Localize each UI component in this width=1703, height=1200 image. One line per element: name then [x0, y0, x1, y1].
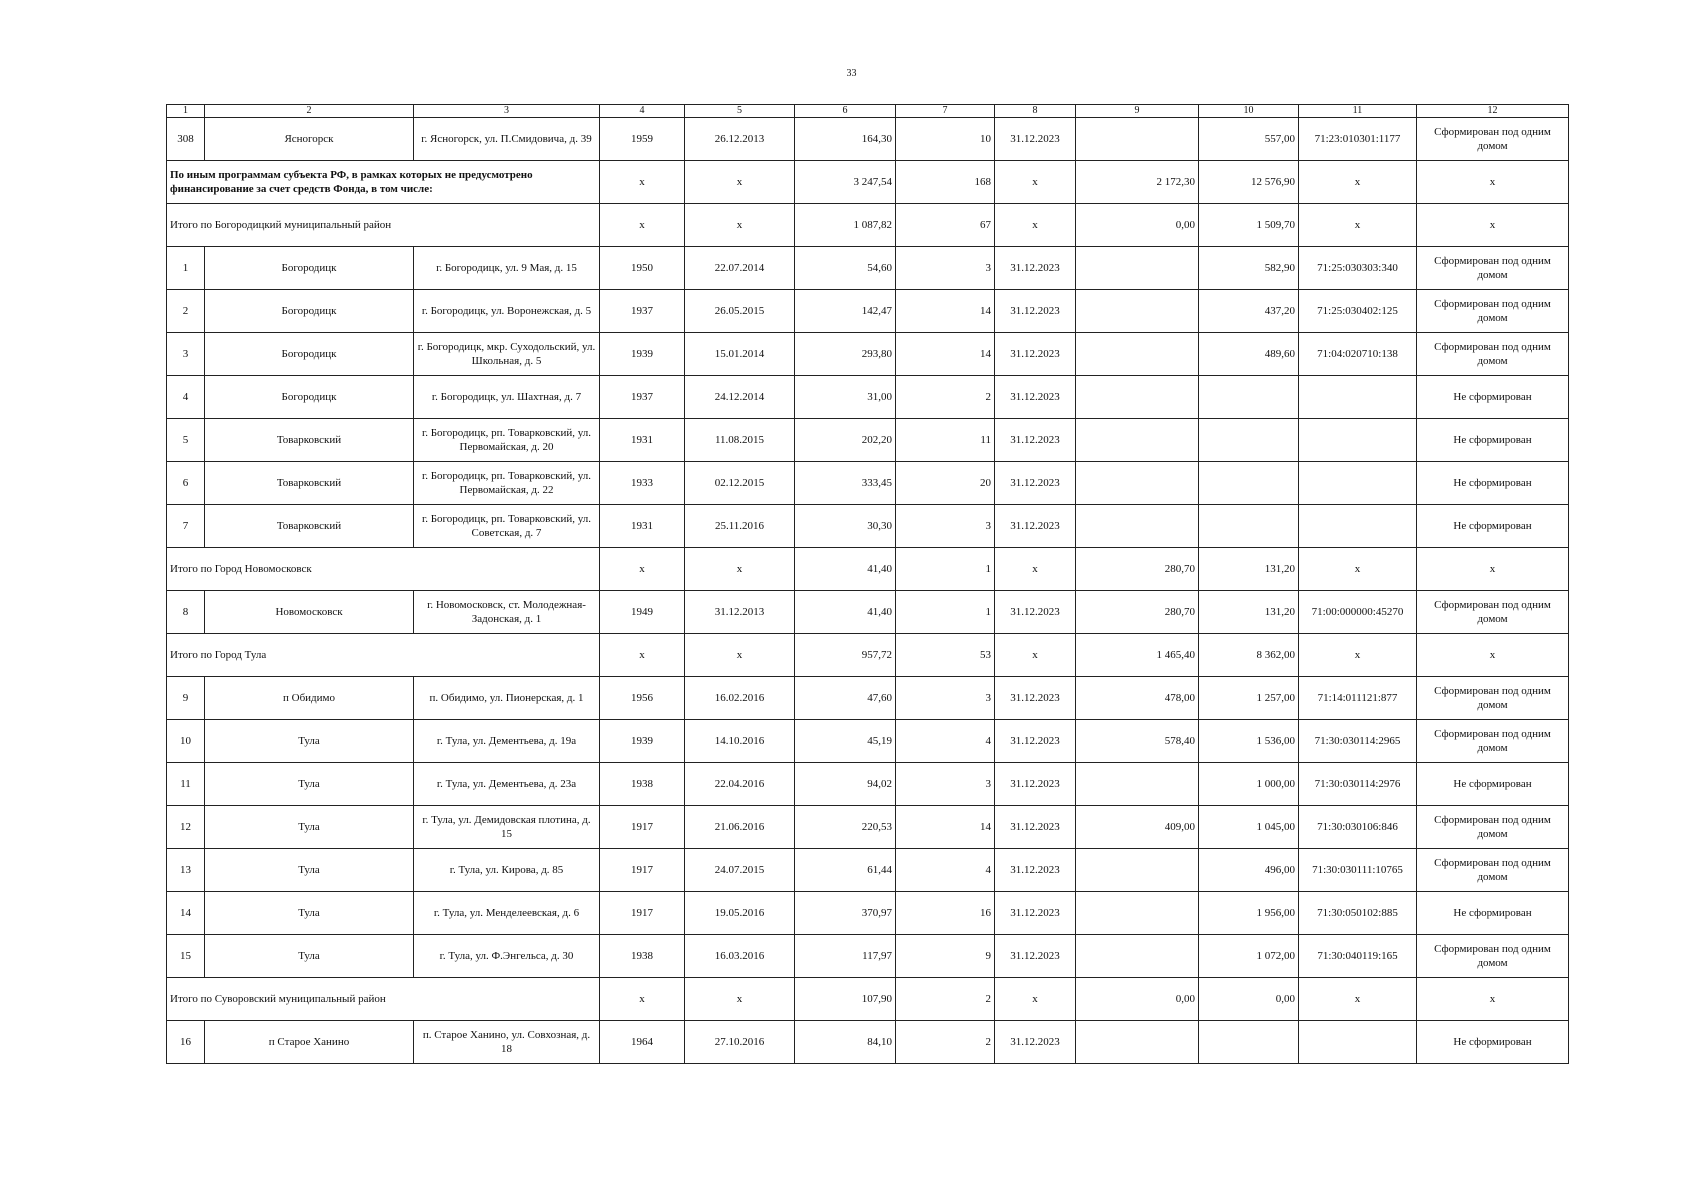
cadastral-number: 71:30:030106:846 [1299, 806, 1417, 849]
table-row [167, 462, 1569, 505]
table-row [167, 849, 1569, 892]
row-number: 15 [167, 935, 205, 978]
cadastral-number [1299, 462, 1417, 505]
column-10-value: 582,90 [1199, 247, 1299, 290]
planned-date: 31.12.2023 [995, 935, 1076, 978]
summary-cell: x [1299, 204, 1417, 247]
column-10-value [1199, 1021, 1299, 1064]
summary-cell: x [685, 548, 795, 591]
column-number-header: 2 [205, 105, 414, 118]
summary-column-9: 0,00 [1076, 204, 1199, 247]
column-10-value: 1 000,00 [1199, 763, 1299, 806]
recognition-date: 19.05.2016 [685, 892, 795, 935]
column-9-value [1076, 419, 1199, 462]
column-9-value: 409,00 [1076, 806, 1199, 849]
area-value: 84,10 [795, 1021, 896, 1064]
summary-area: 1 087,82 [795, 204, 896, 247]
area-value: 220,53 [795, 806, 896, 849]
summary-cell: x [685, 978, 795, 1021]
settlement-name: Тула [205, 892, 414, 935]
planned-date: 31.12.2023 [995, 806, 1076, 849]
build-year: 1933 [600, 462, 685, 505]
cadastral-number: 71:30:030114:2976 [1299, 763, 1417, 806]
district-total-row [167, 634, 1569, 677]
area-value: 47,60 [795, 677, 896, 720]
summary-column-10: 8 362,00 [1199, 634, 1299, 677]
column-10-value: 1 045,00 [1199, 806, 1299, 849]
district-total-label: Итого по Город Тула [167, 634, 600, 677]
residents-count: 16 [896, 892, 995, 935]
residents-count: 2 [896, 1021, 995, 1064]
summary-cell: x [1417, 634, 1569, 677]
cadastral-number: 71:04:020710:138 [1299, 333, 1417, 376]
cadastral-number: 71:30:040119:165 [1299, 935, 1417, 978]
build-year: 1937 [600, 376, 685, 419]
area-value: 117,97 [795, 935, 896, 978]
summary-residents: 168 [896, 161, 995, 204]
row-number: 6 [167, 462, 205, 505]
area-value: 61,44 [795, 849, 896, 892]
land-status: Не сформирован [1417, 376, 1569, 419]
recognition-date: 22.07.2014 [685, 247, 795, 290]
recognition-date: 11.08.2015 [685, 419, 795, 462]
settlement-name: Тула [205, 935, 414, 978]
summary-cell: x [1417, 161, 1569, 204]
row-number: 308 [167, 118, 205, 161]
row-number: 16 [167, 1021, 205, 1064]
build-year: 1950 [600, 247, 685, 290]
land-status: Сформирован под одним домом [1417, 677, 1569, 720]
cadastral-number [1299, 1021, 1417, 1064]
settlement-name: Тула [205, 806, 414, 849]
address: г. Ясногорск, ул. П.Смидовича, д. 39 [414, 118, 600, 161]
column-9-value: 478,00 [1076, 677, 1199, 720]
land-status: Сформирован под одним домом [1417, 247, 1569, 290]
build-year: 1964 [600, 1021, 685, 1064]
build-year: 1938 [600, 935, 685, 978]
land-status: Сформирован под одним домом [1417, 935, 1569, 978]
table-row [167, 720, 1569, 763]
column-10-value: 496,00 [1199, 849, 1299, 892]
row-number: 10 [167, 720, 205, 763]
summary-column-10: 1 509,70 [1199, 204, 1299, 247]
program-total-label: По иным программам субъекта РФ, в рамках которых не предусмотрено финансирование за счет средств Фонда, в том числе: [167, 161, 600, 204]
build-year: 1949 [600, 591, 685, 634]
summary-area: 107,90 [795, 978, 896, 1021]
build-year: 1959 [600, 118, 685, 161]
residents-count: 10 [896, 118, 995, 161]
cadastral-number: 71:25:030402:125 [1299, 290, 1417, 333]
residents-count: 20 [896, 462, 995, 505]
table-row [167, 935, 1569, 978]
column-9-value [1076, 892, 1199, 935]
column-10-value: 489,60 [1199, 333, 1299, 376]
area-value: 31,00 [795, 376, 896, 419]
summary-cell: x [1299, 634, 1417, 677]
residents-count: 9 [896, 935, 995, 978]
residents-count: 1 [896, 591, 995, 634]
summary-cell: x [600, 978, 685, 1021]
area-value: 45,19 [795, 720, 896, 763]
column-9-value [1076, 376, 1199, 419]
summary-area: 957,72 [795, 634, 896, 677]
residents-count: 3 [896, 677, 995, 720]
row-number: 1 [167, 247, 205, 290]
column-number-header: 7 [896, 105, 995, 118]
land-status: Сформирован под одним домом [1417, 720, 1569, 763]
residents-count: 3 [896, 247, 995, 290]
recognition-date: 25.11.2016 [685, 505, 795, 548]
address: г. Богородицк, рп. Товарковский, ул. Первомайская, д. 22 [414, 462, 600, 505]
housing-registry-table [166, 104, 1569, 1064]
area-value: 164,30 [795, 118, 896, 161]
summary-cell: x [685, 634, 795, 677]
row-number: 8 [167, 591, 205, 634]
address: г. Богородицк, рп. Товарковский, ул. Советская, д. 7 [414, 505, 600, 548]
residents-count: 14 [896, 290, 995, 333]
land-status: Сформирован под одним домом [1417, 290, 1569, 333]
area-value: 41,40 [795, 591, 896, 634]
district-total-label: Итого по Город Новомосковск [167, 548, 600, 591]
settlement-name: Товарковский [205, 462, 414, 505]
settlement-name: Тула [205, 763, 414, 806]
build-year: 1939 [600, 333, 685, 376]
settlement-name: Богородицк [205, 333, 414, 376]
address: г. Тула, ул. Дементьева, д. 23а [414, 763, 600, 806]
district-total-label: Итого по Суворовский муниципальный район [167, 978, 600, 1021]
recognition-date: 26.05.2015 [685, 290, 795, 333]
settlement-name: Богородицк [205, 290, 414, 333]
summary-cell: x [1417, 548, 1569, 591]
build-year: 1917 [600, 806, 685, 849]
settlement-name: Богородицк [205, 247, 414, 290]
summary-cell: x [1417, 204, 1569, 247]
column-9-value [1076, 118, 1199, 161]
page-number: 33 [846, 68, 857, 79]
column-9-value: 578,40 [1076, 720, 1199, 763]
table-body [167, 105, 1569, 1064]
build-year: 1917 [600, 892, 685, 935]
summary-column-9: 0,00 [1076, 978, 1199, 1021]
address: г. Богородицк, рп. Товарковский, ул. Первомайская, д. 20 [414, 419, 600, 462]
summary-residents: 1 [896, 548, 995, 591]
summary-cell: x [600, 548, 685, 591]
planned-date: 31.12.2023 [995, 720, 1076, 763]
residents-count: 4 [896, 720, 995, 763]
column-10-value [1199, 376, 1299, 419]
recognition-date: 21.06.2016 [685, 806, 795, 849]
settlement-name: Ясногорск [205, 118, 414, 161]
settlement-name: п Обидимо [205, 677, 414, 720]
column-10-value: 1 956,00 [1199, 892, 1299, 935]
summary-column-10: 12 576,90 [1199, 161, 1299, 204]
planned-date: 31.12.2023 [995, 333, 1076, 376]
row-number: 4 [167, 376, 205, 419]
cadastral-number: 71:14:011121:877 [1299, 677, 1417, 720]
table-row [167, 892, 1569, 935]
district-total-row [167, 978, 1569, 1021]
table-row [167, 376, 1569, 419]
table-row [167, 333, 1569, 376]
cadastral-number [1299, 376, 1417, 419]
build-year: 1939 [600, 720, 685, 763]
build-year: 1938 [600, 763, 685, 806]
planned-date: 31.12.2023 [995, 892, 1076, 935]
settlement-name: Новомосковск [205, 591, 414, 634]
planned-date: 31.12.2023 [995, 290, 1076, 333]
recognition-date: 15.01.2014 [685, 333, 795, 376]
land-status: Не сформирован [1417, 1021, 1569, 1064]
cadastral-number: 71:00:000000:45270 [1299, 591, 1417, 634]
recognition-date: 14.10.2016 [685, 720, 795, 763]
summary-cell: x [600, 161, 685, 204]
planned-date: 31.12.2023 [995, 677, 1076, 720]
summary-cell: x [1299, 978, 1417, 1021]
row-number: 12 [167, 806, 205, 849]
column-10-value: 131,20 [1199, 591, 1299, 634]
row-number: 2 [167, 290, 205, 333]
settlement-name: Тула [205, 849, 414, 892]
planned-date: 31.12.2023 [995, 763, 1076, 806]
build-year: 1931 [600, 505, 685, 548]
summary-column-9: 280,70 [1076, 548, 1199, 591]
area-value: 202,20 [795, 419, 896, 462]
address: г. Тула, ул. Менделеевская, д. 6 [414, 892, 600, 935]
row-number: 14 [167, 892, 205, 935]
table-row [167, 677, 1569, 720]
table-row [167, 505, 1569, 548]
table-row [167, 419, 1569, 462]
area-value: 333,45 [795, 462, 896, 505]
column-10-value [1199, 505, 1299, 548]
residents-count: 14 [896, 806, 995, 849]
summary-cell: x [1299, 161, 1417, 204]
area-value: 30,30 [795, 505, 896, 548]
residents-count: 2 [896, 376, 995, 419]
recognition-date: 16.03.2016 [685, 935, 795, 978]
summary-residents: 53 [896, 634, 995, 677]
land-status: Сформирован под одним домом [1417, 849, 1569, 892]
land-status: Сформирован под одним домом [1417, 806, 1569, 849]
land-status: Не сформирован [1417, 892, 1569, 935]
summary-column-9: 1 465,40 [1076, 634, 1199, 677]
summary-cell: x [995, 978, 1076, 1021]
summary-cell: x [995, 548, 1076, 591]
column-10-value [1199, 462, 1299, 505]
land-status: Не сформирован [1417, 462, 1569, 505]
recognition-date: 26.12.2013 [685, 118, 795, 161]
recognition-date: 22.04.2016 [685, 763, 795, 806]
column-9-value [1076, 247, 1199, 290]
address: п. Обидимо, ул. Пионерская, д. 1 [414, 677, 600, 720]
summary-cell: x [1299, 548, 1417, 591]
column-10-value: 1 257,00 [1199, 677, 1299, 720]
residents-count: 3 [896, 505, 995, 548]
column-number-header: 1 [167, 105, 205, 118]
address: г. Тула, ул. Дементьева, д. 19а [414, 720, 600, 763]
district-total-label: Итого по Богородицкий муниципальный район [167, 204, 600, 247]
column-9-value [1076, 763, 1199, 806]
cadastral-number: 71:30:050102:885 [1299, 892, 1417, 935]
column-9-value: 280,70 [1076, 591, 1199, 634]
column-9-value [1076, 290, 1199, 333]
area-value: 293,80 [795, 333, 896, 376]
land-status: Сформирован под одним домом [1417, 118, 1569, 161]
address: г. Тула, ул. Кирова, д. 85 [414, 849, 600, 892]
settlement-name: Товарковский [205, 419, 414, 462]
district-total-row [167, 548, 1569, 591]
column-10-value [1199, 419, 1299, 462]
area-value: 94,02 [795, 763, 896, 806]
column-number-header: 6 [795, 105, 896, 118]
summary-cell: x [1417, 978, 1569, 1021]
build-year: 1956 [600, 677, 685, 720]
cadastral-number: 71:25:030303:340 [1299, 247, 1417, 290]
build-year: 1931 [600, 419, 685, 462]
summary-column-9: 2 172,30 [1076, 161, 1199, 204]
residents-count: 11 [896, 419, 995, 462]
settlement-name: Товарковский [205, 505, 414, 548]
planned-date: 31.12.2023 [995, 1021, 1076, 1064]
address: г. Новомосковск, ст. Молодежная-Задонская, д. 1 [414, 591, 600, 634]
address: г. Богородицк, ул. 9 Мая, д. 15 [414, 247, 600, 290]
column-number-header: 12 [1417, 105, 1569, 118]
column-9-value [1076, 462, 1199, 505]
cadastral-number: 71:30:030114:2965 [1299, 720, 1417, 763]
recognition-date: 24.07.2015 [685, 849, 795, 892]
build-year: 1937 [600, 290, 685, 333]
summary-area: 3 247,54 [795, 161, 896, 204]
column-number-header: 4 [600, 105, 685, 118]
summary-residents: 67 [896, 204, 995, 247]
column-number-header: 9 [1076, 105, 1199, 118]
column-9-value [1076, 333, 1199, 376]
cadastral-number: 71:30:030111:10765 [1299, 849, 1417, 892]
settlement-name: п Старое Ханино [205, 1021, 414, 1064]
summary-cell: x [685, 161, 795, 204]
column-9-value [1076, 849, 1199, 892]
table-row [167, 1021, 1569, 1064]
column-number-header: 11 [1299, 105, 1417, 118]
residents-count: 3 [896, 763, 995, 806]
column-9-value [1076, 935, 1199, 978]
planned-date: 31.12.2023 [995, 462, 1076, 505]
build-year: 1917 [600, 849, 685, 892]
cadastral-number [1299, 419, 1417, 462]
summary-cell: x [685, 204, 795, 247]
address: г. Тула, ул. Ф.Энгельса, д. 30 [414, 935, 600, 978]
column-9-value [1076, 1021, 1199, 1064]
column-9-value [1076, 505, 1199, 548]
planned-date: 31.12.2023 [995, 376, 1076, 419]
land-status: Не сформирован [1417, 505, 1569, 548]
residents-count: 4 [896, 849, 995, 892]
summary-column-10: 131,20 [1199, 548, 1299, 591]
land-status: Не сформирован [1417, 419, 1569, 462]
column-number-header: 8 [995, 105, 1076, 118]
summary-residents: 2 [896, 978, 995, 1021]
cadastral-number [1299, 505, 1417, 548]
land-status: Не сформирован [1417, 763, 1569, 806]
recognition-date: 27.10.2016 [685, 1021, 795, 1064]
table-row [167, 247, 1569, 290]
column-10-value: 557,00 [1199, 118, 1299, 161]
table-row [167, 806, 1569, 849]
area-value: 54,60 [795, 247, 896, 290]
column-10-value: 1 536,00 [1199, 720, 1299, 763]
recognition-date: 02.12.2015 [685, 462, 795, 505]
settlement-name: Тула [205, 720, 414, 763]
planned-date: 31.12.2023 [995, 247, 1076, 290]
land-status: Сформирован под одним домом [1417, 333, 1569, 376]
row-number: 3 [167, 333, 205, 376]
planned-date: 31.12.2023 [995, 505, 1076, 548]
planned-date: 31.12.2023 [995, 419, 1076, 462]
address: г. Богородицк, мкр. Суходольский, ул. Школьная, д. 5 [414, 333, 600, 376]
column-10-value: 1 072,00 [1199, 935, 1299, 978]
program-total-row [167, 161, 1569, 204]
address: г. Тула, ул. Демидовская плотина, д. 15 [414, 806, 600, 849]
row-number: 5 [167, 419, 205, 462]
column-number-header: 3 [414, 105, 600, 118]
address: п. Старое Ханино, ул. Совхозная, д. 18 [414, 1021, 600, 1064]
land-status: Сформирован под одним домом [1417, 591, 1569, 634]
summary-cell: x [995, 204, 1076, 247]
table-row [167, 290, 1569, 333]
address: г. Богородицк, ул. Воронежская, д. 5 [414, 290, 600, 333]
summary-cell: x [995, 634, 1076, 677]
column-10-value: 437,20 [1199, 290, 1299, 333]
planned-date: 31.12.2023 [995, 591, 1076, 634]
summary-area: 41,40 [795, 548, 896, 591]
table-row [167, 591, 1569, 634]
area-value: 142,47 [795, 290, 896, 333]
planned-date: 31.12.2023 [995, 118, 1076, 161]
district-total-row [167, 204, 1569, 247]
recognition-date: 16.02.2016 [685, 677, 795, 720]
planned-date: 31.12.2023 [995, 849, 1076, 892]
recognition-date: 31.12.2013 [685, 591, 795, 634]
settlement-name: Богородицк [205, 376, 414, 419]
residents-count: 14 [896, 333, 995, 376]
summary-cell: x [600, 634, 685, 677]
row-number: 11 [167, 763, 205, 806]
column-number-header: 10 [1199, 105, 1299, 118]
row-number: 9 [167, 677, 205, 720]
summary-cell: x [995, 161, 1076, 204]
row-number: 7 [167, 505, 205, 548]
summary-cell: x [600, 204, 685, 247]
recognition-date: 24.12.2014 [685, 376, 795, 419]
summary-column-10: 0,00 [1199, 978, 1299, 1021]
cadastral-number: 71:23:010301:1177 [1299, 118, 1417, 161]
row-number: 13 [167, 849, 205, 892]
column-number-header: 5 [685, 105, 795, 118]
column-number-header-row [167, 105, 1569, 118]
table-row [167, 763, 1569, 806]
area-value: 370,97 [795, 892, 896, 935]
table-row [167, 118, 1569, 161]
address: г. Богородицк, ул. Шахтная, д. 7 [414, 376, 600, 419]
